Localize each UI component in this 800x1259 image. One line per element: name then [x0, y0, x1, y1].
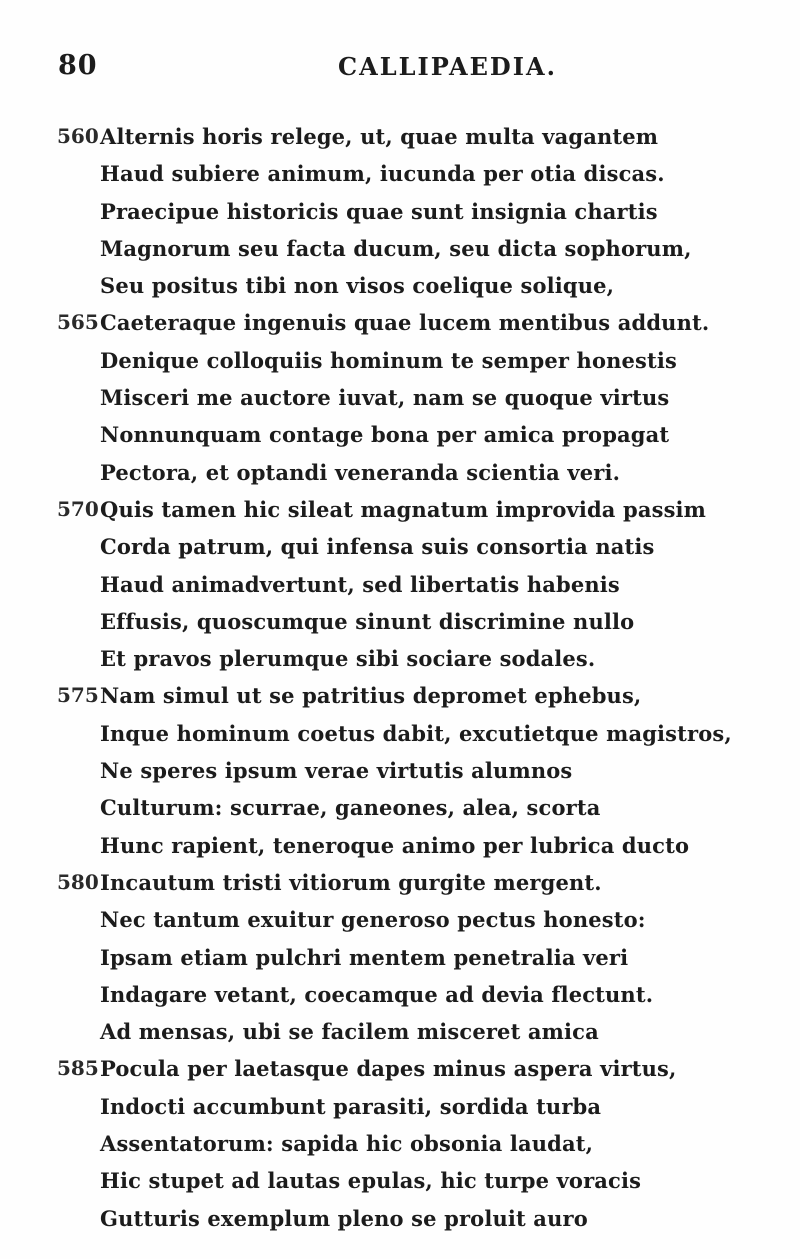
verse-text: Pectora, et optandi veneranda scientia veri.: [100, 459, 621, 485]
line-number: 565: [57, 310, 99, 335]
verse-line: [0, 1088, 800, 1125]
verse-text: Assentatorum: sapida hic obsonia laudat,: [100, 1131, 594, 1157]
verse-line: [0, 715, 800, 752]
verse-text: Seu positus tibi non visos coelique solique,: [100, 273, 615, 299]
verse-line: [0, 939, 800, 976]
verse-line: [0, 640, 800, 677]
verse-line: [0, 230, 800, 267]
verse-text: Indocti accumbunt parasiti, sordida turba: [100, 1093, 602, 1119]
line-number: 580: [57, 869, 99, 894]
verse-line: [0, 1200, 800, 1237]
verse-line: [0, 976, 800, 1013]
verse-line: [0, 901, 800, 938]
verse-line: [0, 1162, 800, 1199]
verse-line: [0, 603, 800, 640]
line-number: 560: [57, 124, 99, 148]
verse-line: [0, 864, 800, 901]
verse-text: Caeteraque ingenuis quae lucem mentibus addunt.: [100, 310, 710, 336]
verse-line: [0, 491, 800, 528]
line-number: 570: [57, 496, 99, 521]
verse-text: Hic stupet ad lautas epulas, hic turpe voracis: [100, 1168, 642, 1194]
verse-text: Effusis, quoscumque sinunt discrimine nullo: [100, 608, 635, 634]
verse-line: [0, 267, 800, 304]
verse-line: [0, 118, 800, 155]
page-number: 80: [58, 50, 98, 81]
page-header: [0, 50, 800, 90]
verse-text: Nonnunquam contage bona per amica propagat: [100, 422, 670, 448]
verse-text: Hunc rapient, teneroque animo per lubrica ducto: [100, 832, 690, 858]
verse-line: [0, 304, 800, 341]
verse-line: [0, 155, 800, 192]
verse-text: Haud animadvertunt, sed libertatis habenis: [100, 571, 620, 597]
verse-text: Misceri me auctore iuvat, nam se quoque virtus: [100, 385, 670, 411]
verse-text: Gutturis exemplum pleno se proluit auro: [100, 1205, 588, 1231]
verse-line: [0, 789, 800, 826]
verse-line: [0, 827, 800, 864]
verse-text: Ne speres ipsum verae virtutis alumnos: [100, 758, 573, 784]
verse-line: [0, 416, 800, 453]
verse-line: [0, 528, 800, 565]
verse-text: Incautum tristi vitiorum gurgite mergent.: [100, 869, 602, 895]
verse-text: Alternis horis relege, ut, quae multa vagantem: [100, 124, 659, 149]
verse-line: [0, 1050, 800, 1087]
verse-text: Magnorum seu facta ducum, seu dicta sophorum,: [100, 235, 692, 261]
running-title: CALLIPAEDIA.: [338, 52, 557, 81]
verse-text: Praecipue historicis quae sunt insignia chartis: [100, 198, 658, 224]
verse-text: Ad mensas, ubi se facilem misceret amica: [100, 1019, 599, 1045]
verse-text: Quis tamen hic sileat magnatum improvida passim: [100, 496, 707, 522]
line-number: 575: [57, 683, 99, 708]
verse-text: Corda patrum, qui infensa suis consortia natis: [100, 534, 655, 560]
verse-line: [0, 379, 800, 416]
verse-text: Nam simul ut se patritius depromet ephebus,: [100, 683, 642, 709]
verse-text: Pocula per laetasque dapes minus aspera virtus,: [100, 1056, 677, 1082]
verse-text: Inque hominum coetus dabit, excutietque magistros,: [100, 720, 732, 746]
verse-text: Ipsam etiam pulchri mentem penetralia veri: [100, 944, 629, 970]
verse-text: Nec tantum exuitur generoso pectus honesto:: [100, 907, 646, 933]
verse-text: Haud subiere animum, iucunda per otia discas.: [100, 161, 665, 187]
verse-line: [0, 677, 800, 714]
verse-text: Denique colloquiis hominum te semper honestis: [100, 347, 677, 373]
verse-block: [0, 118, 800, 1237]
line-number: 585: [57, 1056, 99, 1081]
verse-line: [0, 566, 800, 603]
verse-line: [0, 1013, 800, 1050]
verse-text: Indagare vetant, coecamque ad devia flectunt.: [100, 981, 654, 1007]
verse-line: [0, 342, 800, 379]
verse-line: [0, 752, 800, 789]
verse-text: Culturum: scurrae, ganeones, alea, scorta: [100, 795, 601, 821]
verse-line: [0, 193, 800, 230]
verse-line: [0, 454, 800, 491]
verse-line: [0, 1125, 800, 1162]
verse-text: Et pravos plerumque sibi sociare sodales.: [100, 646, 596, 672]
